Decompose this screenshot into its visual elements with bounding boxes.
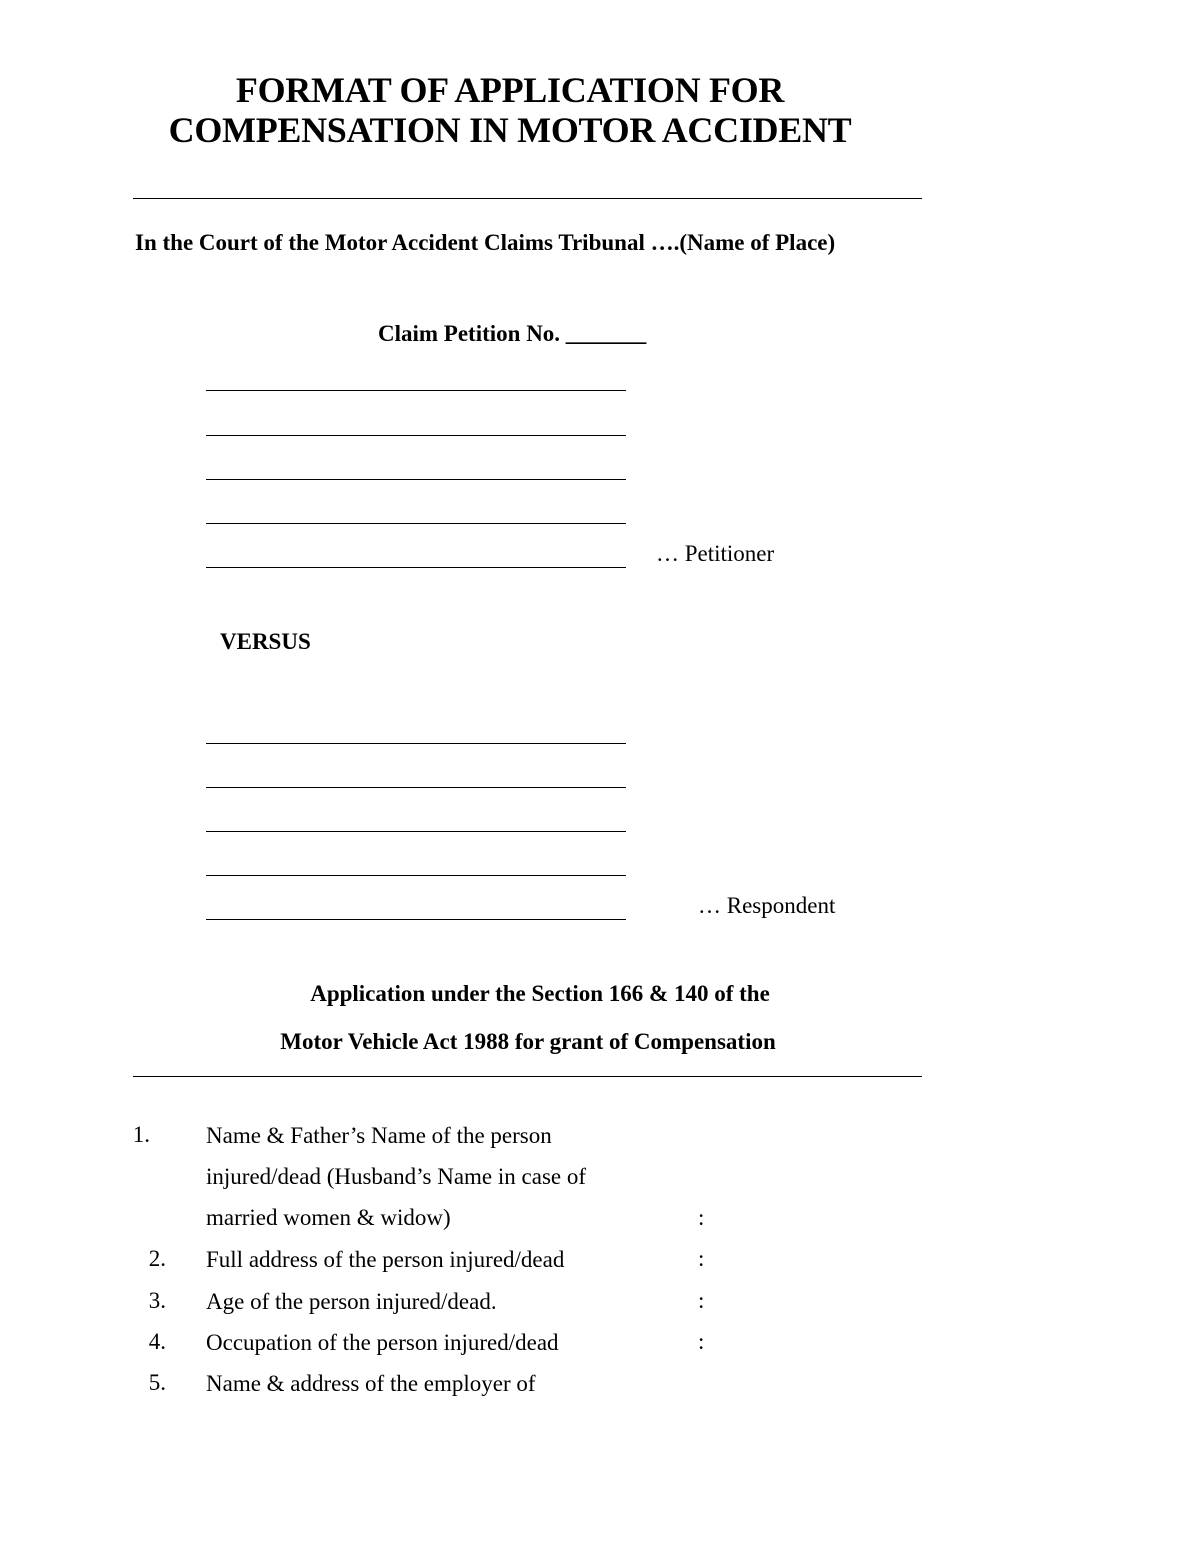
item-text: Age of the person injured/dead.: [206, 1289, 497, 1314]
item-text: Occupation of the person injured/dead: [206, 1330, 559, 1355]
item-colon: :: [698, 1246, 705, 1271]
title-line-2: COMPENSATION IN MOTOR ACCIDENT: [168, 110, 852, 150]
item-colon: :: [698, 1205, 705, 1230]
petitioner-label: … Petitioner: [656, 541, 775, 566]
petitioner-blank-line: [206, 567, 626, 568]
item-number: 1.: [132, 1122, 150, 1147]
respondent-label: … Respondent: [698, 893, 836, 918]
petitioner-blank-line: [206, 479, 626, 480]
petitioner-blank-line: [206, 390, 626, 391]
top-divider: [133, 198, 922, 199]
item-text: Name & Father’s Name of the person injured/dead (Husband’s Name in case of married women & widow): [206, 1123, 587, 1230]
respondent-blank-line: [206, 743, 626, 744]
item-number: 5.: [148, 1370, 166, 1395]
item-number: 4.: [148, 1329, 166, 1354]
petitioner-blank-line: [206, 435, 626, 436]
respondent-blank-line: [206, 919, 626, 920]
title-line-1: FORMAT OF APPLICATION FOR: [235, 70, 785, 110]
respondent-blank-line: [206, 831, 626, 832]
claim-petition-number: Claim Petition No. _______: [378, 321, 647, 346]
item-text: Name & address of the employer of: [206, 1371, 536, 1396]
item-number: 3.: [148, 1288, 166, 1313]
application-heading-line-2: Motor Vehicle Act 1988 for grant of Compensation: [280, 1029, 776, 1054]
respondent-blank-line: [206, 787, 626, 788]
item-text: Full address of the person injured/dead: [206, 1247, 565, 1272]
petitioner-blank-line: [206, 523, 626, 524]
item-number: 2.: [148, 1246, 166, 1271]
respondent-blank-line: [206, 875, 626, 876]
court-line: In the Court of the Motor Accident Claims Tribunal ….(Name of Place): [135, 230, 836, 255]
item-colon: :: [698, 1329, 705, 1354]
item-colon: :: [698, 1288, 705, 1313]
versus-heading: VERSUS: [220, 629, 311, 654]
application-heading-line-1: Application under the Section 166 & 140 of the: [310, 981, 770, 1006]
bottom-divider: [133, 1076, 922, 1077]
